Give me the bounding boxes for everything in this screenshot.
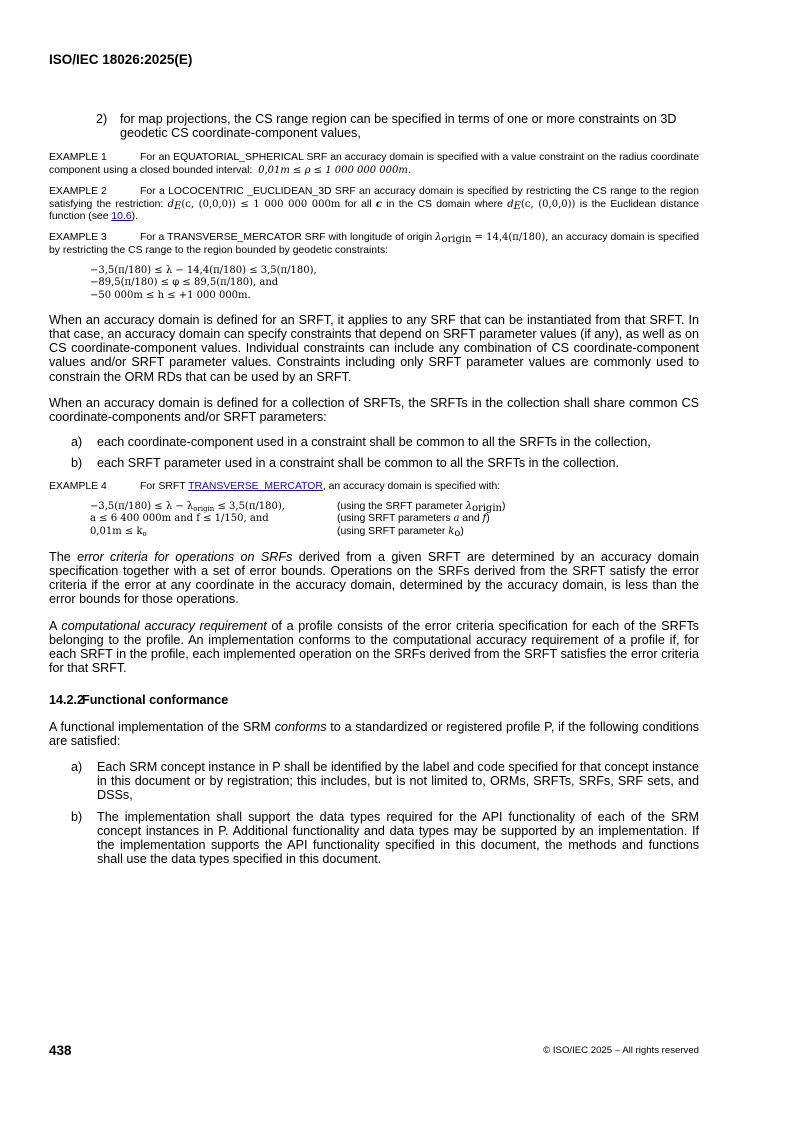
math-sub: E bbox=[513, 200, 521, 212]
constraint-row bbox=[90, 513, 699, 525]
list-item-label: b) bbox=[71, 809, 83, 824]
paragraph-text: A bbox=[49, 618, 62, 633]
example-4-constraints bbox=[90, 501, 699, 538]
constraint-row bbox=[90, 526, 699, 538]
example-text: an accuracy domain is specified by restricting the CS range to the region bounded by geodetic constraints: bbox=[49, 232, 699, 256]
document-id-header: ISO/IEC 18026:2025(E) bbox=[49, 52, 193, 67]
paragraph-srft-collection: When an accuracy domain is defined for a collection of SRFTs, the SRFTs in the collection shall share common CS coordinate-components and/or SRFT parameters: bbox=[49, 395, 699, 425]
defined-term: computational accuracy requirement bbox=[61, 618, 267, 633]
list-item-text: Each SRM concept instance in P shall be identified by the label and code specified for that concept instance in this document or by registration; this includes, but is not limited to, ORMs, SRFTs, SRFs, SRF sets, and DSSs, bbox=[97, 759, 699, 803]
math-sub: o bbox=[454, 527, 461, 539]
example-label: EXAMPLE 4 bbox=[49, 480, 107, 492]
note-text: (using SRFT parameters bbox=[337, 513, 454, 525]
math-fn: d bbox=[507, 198, 514, 210]
math-var: k bbox=[448, 525, 455, 537]
math-sub: origin bbox=[471, 503, 502, 515]
list-item-text: each coordinate-component used in a constraint shall be common to all the SRFTs in the collection, bbox=[97, 435, 651, 450]
math-expr: ≤ 3,5(π/180), bbox=[214, 501, 285, 513]
list-item-label: b) bbox=[71, 456, 83, 471]
list-item bbox=[71, 760, 699, 803]
math-sub: o bbox=[142, 529, 147, 538]
section-number: 14.2.2 bbox=[49, 693, 85, 708]
copyright-notice: © ISO/IEC 2025 – All rights reserved bbox=[543, 1045, 699, 1056]
note-text: ) bbox=[501, 501, 506, 513]
list-item bbox=[71, 810, 699, 867]
math-var: f bbox=[482, 513, 487, 525]
math-var: a bbox=[453, 513, 460, 525]
math-expr: 0,01m ≤ k bbox=[90, 525, 143, 537]
note-text: (using the SRFT parameter bbox=[337, 501, 466, 513]
example-math: 0,01m ≤ ρ ≤ 1 000 000 000m. bbox=[258, 164, 412, 176]
constraint-note bbox=[337, 501, 699, 513]
example-text: in the CS domain where bbox=[386, 198, 503, 210]
math-sub: origin bbox=[441, 234, 472, 246]
example-2 bbox=[49, 186, 699, 223]
list-item-label: 2) bbox=[96, 112, 108, 126]
math-expr: (c, (0,0,0)) ≤ 1 000 000 000m bbox=[181, 198, 341, 210]
paragraph-text: of a profile consists of the error criteria specification for each of the SRFTs belonging to the profile. An implementation conforms to the computational accuracy requirement of a profile if, for each SRFT in the profile, each implemented operation on the SRFs derived from the SRFT satisfies the error criteria for that SRFT. bbox=[49, 618, 699, 676]
math-fn: d bbox=[167, 198, 175, 210]
list-item-text: for map projections, the CS range region can be specified in terms of one or more constraints on 3D geodetic CS coordinate-component values, bbox=[120, 112, 677, 141]
example-label: EXAMPLE 1 bbox=[49, 152, 107, 164]
math-var: λ bbox=[465, 501, 472, 513]
note-text: (using SRFT parameter bbox=[337, 525, 449, 537]
math-sub: origin bbox=[193, 505, 215, 514]
list-item-2 bbox=[96, 112, 699, 140]
paragraph-error-criteria bbox=[49, 550, 699, 607]
defined-term: error criteria for operations on SRFs bbox=[77, 549, 293, 564]
math-var: c bbox=[375, 198, 382, 210]
list-item-text: The implementation shall support the data types required for the API functionality of each of the SRM concept instances in P. Additional functionality and data types may be supported by an implementation. If the implementation supports the API functionality specified in this document, the methods and functions shall use the data types specified in this document. bbox=[97, 809, 699, 867]
section-link-10-6[interactable]: 10.6 bbox=[111, 211, 132, 223]
defined-term: conforms bbox=[274, 719, 327, 734]
section-heading bbox=[49, 693, 699, 707]
constraint-line: −3,5(π/180) ≤ λ − 14,4(π/180) ≤ 3,5(π/180), bbox=[90, 265, 317, 277]
example-3 bbox=[49, 232, 699, 257]
note-text: and bbox=[459, 513, 483, 525]
constraint-line: −89,5(π/180) ≤ φ ≤ 89,5(π/180), and bbox=[90, 277, 279, 289]
constraint-row bbox=[90, 501, 699, 513]
list-item-text: each SRFT parameter used in a constraint shall be common to all the SRFTs in the collection. bbox=[97, 456, 619, 471]
transverse-mercator-link[interactable]: TRANSVERSE_MERCATOR bbox=[188, 480, 323, 492]
example-text: For a LOCOCENTRIC _EUCLIDEAN_3D SRF an accuracy domain is specified by restricting the CS range to the region satisfying the restriction: bbox=[49, 186, 699, 210]
example-4 bbox=[49, 481, 699, 493]
example-text: For SRFT bbox=[140, 480, 186, 492]
paragraph-text: A functional implementation of the SRM bbox=[49, 719, 275, 734]
paragraph-text: to a standardized or registered profile P, if the following conditions are satisfied: bbox=[49, 719, 699, 748]
example-text: for all bbox=[344, 198, 372, 210]
math-expr: −3,5(π/180) ≤ λ − λ bbox=[90, 501, 194, 513]
math-expr: (c, (0,0,0)) bbox=[520, 198, 576, 210]
paragraph-functional-conformance bbox=[49, 720, 699, 748]
list-item-label: a) bbox=[71, 435, 83, 450]
math-sub: E bbox=[174, 200, 182, 212]
example-3-constraints bbox=[90, 265, 699, 302]
list-item bbox=[71, 456, 699, 470]
list-item bbox=[71, 435, 699, 449]
example-label: EXAMPLE 2 bbox=[49, 186, 107, 198]
example-text: ). bbox=[131, 211, 138, 223]
constraint-line: −50 000m ≤ h ≤ +1 000 000m. bbox=[90, 289, 251, 301]
constraint-expr bbox=[90, 526, 337, 538]
constraint-note bbox=[337, 513, 699, 525]
paragraph-computational-accuracy bbox=[49, 619, 699, 676]
math-expr: = 14,4(π/180), bbox=[474, 232, 549, 244]
example-text: is the Euclidean distance function (see bbox=[49, 198, 700, 223]
paragraph-text: derived from a given SRFT are determined by an accuracy domain specification together with a set of error bounds. Operations on the SRFs derived from the SRFT satisfy the error criteria if the error at any coordinate in the accuracy domain, determined by the accuracy domain, is less than the error bounds for those operations. bbox=[49, 549, 700, 607]
list-item-label: a) bbox=[71, 759, 83, 774]
example-1 bbox=[49, 152, 699, 177]
constraint-expr: a ≤ 6 400 000m and f ≤ 1/150, and bbox=[90, 513, 269, 525]
page-content bbox=[49, 112, 699, 866]
constraint-note bbox=[337, 526, 699, 538]
example-text: For an EQUATORIAL_SPHERICAL SRF an accuracy domain is specified with a value constraint on the radius coordinate component using a closed bounded interval: bbox=[49, 152, 699, 176]
example-text: , an accuracy domain is specified with: bbox=[322, 480, 501, 492]
constraint-expr bbox=[90, 501, 337, 513]
paragraph-text: The bbox=[49, 549, 78, 564]
note-text: ) bbox=[460, 525, 464, 537]
page-number: 438 bbox=[49, 1043, 72, 1058]
paragraph-srft-accuracy: When an accuracy domain is defined for an SRFT, it applies to any SRF that can be instantiated from that SRFT. In that case, an accuracy domain can specify constraints that depend on SRFT parameter values (if any), as well as on CS coordinate-component values. Individual constraints can include any combination of CS coordinate-component values and/or SRFT parameter values. Constraints including only SRFT parameter values are commonly used to constrain the ORM RDs that can be used by an SRFT. bbox=[49, 312, 699, 384]
math-var: λ bbox=[435, 232, 442, 244]
example-text: For a TRANSVERSE_MERCATOR SRF with longitude of origin bbox=[140, 232, 433, 244]
example-label: EXAMPLE 3 bbox=[49, 232, 107, 244]
section-title: Functional conformance bbox=[82, 693, 229, 708]
note-text: ) bbox=[486, 513, 490, 525]
